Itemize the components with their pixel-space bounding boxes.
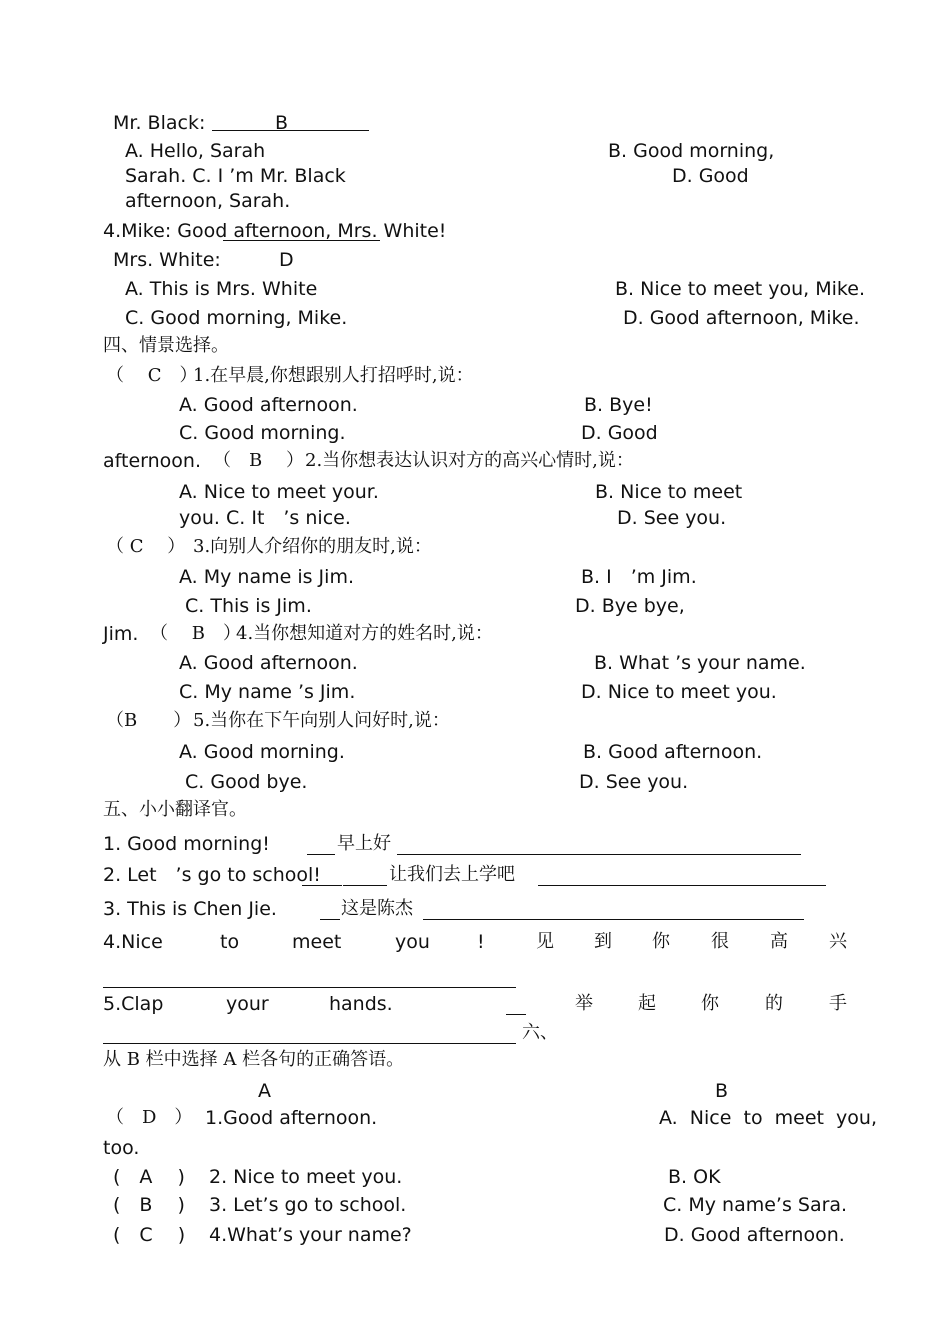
translation-english: your — [226, 993, 269, 1015]
translation-chinese: 的 — [765, 993, 783, 1014]
answer-paren: （ D ） — [106, 1107, 193, 1128]
translation-chinese: 让我们去上学吧 — [389, 864, 515, 885]
question-text: 4.Mike: Good afternoon, Mrs. White! — [103, 220, 447, 242]
speaker-label: Mrs. White: — [113, 249, 221, 271]
option-b: B. Good afternoon. — [583, 741, 763, 763]
answer-underline — [423, 919, 804, 920]
option-b: B. I ’m Jim. — [581, 566, 697, 588]
option-c: C. Good morning, Mike. — [125, 307, 348, 329]
translation-chinese: 手 — [829, 993, 847, 1014]
translation-english: 5.Clap — [103, 993, 164, 1015]
match-question: 3. Let’s go to school. — [209, 1194, 407, 1216]
speaker-label: Mr. Black: — [113, 112, 206, 134]
translation-english: you — [395, 931, 430, 953]
match-option: B. OK — [668, 1166, 721, 1188]
question-text: 3.向别人介绍你的朋友时,说： — [193, 536, 432, 557]
option-c: you. C. It ’s nice. — [179, 507, 351, 529]
section-heading: 四、情景选择。 — [103, 335, 229, 356]
translation-chinese: 你 — [652, 931, 670, 952]
translation-english: 3. This is Chen Jie. — [103, 898, 277, 920]
answer-underline — [103, 1043, 516, 1044]
translation-chinese: 起 — [638, 993, 656, 1014]
option-b: B. Bye! — [584, 394, 653, 416]
translation-chinese: 高 — [770, 931, 788, 952]
option-d: D. See you. — [579, 771, 689, 793]
answer-paren: （ C ） — [106, 536, 186, 557]
answer-paren: （ B ） — [150, 623, 241, 644]
question-text: 2.当你想表达认识对方的高兴心情时,说： — [305, 450, 634, 471]
option-a: A. Hello, Sarah — [125, 140, 266, 162]
option-a: A. Good morning. — [179, 741, 345, 763]
answer-underline — [397, 854, 801, 855]
answer-underline — [223, 240, 380, 241]
question-text: 1.在早晨,你想跟别人打招呼时,说： — [193, 365, 474, 386]
option-b-continued: Sarah. C. I ’m Mr. Black — [125, 165, 346, 187]
option-d: D. Nice to meet you. — [581, 681, 777, 703]
match-option-continued: too. — [103, 1137, 140, 1159]
section-heading-continued: 从 B 栏中选择 A 栏各句的正确答语。 — [103, 1049, 405, 1070]
match-question: 4.What’s your name? — [209, 1224, 412, 1246]
option-c: C. Good morning. — [179, 422, 346, 444]
translation-english: 2. Let ’s go to school! — [103, 864, 321, 886]
translation-english: 1. Good morning! — [103, 833, 270, 855]
translation-chinese: 兴 — [829, 931, 847, 952]
option-b: B. Nice to meet — [595, 481, 743, 503]
answer-underline — [506, 1014, 526, 1015]
translation-chinese: 到 — [594, 931, 612, 952]
translation-english: hands. — [329, 993, 393, 1015]
option-d-continued: afternoon. — [103, 450, 201, 472]
translation-english: to — [220, 931, 240, 953]
answer-underline — [538, 885, 826, 886]
answer-underline — [302, 885, 342, 886]
option-d: D. Bye bye, — [575, 595, 685, 617]
answer-paren: ( A ) — [113, 1166, 185, 1188]
option-a: A. This is Mrs. White — [125, 278, 318, 300]
question-text: 4.当你想知道对方的姓名时,说： — [236, 623, 493, 644]
answer-underline — [307, 854, 335, 855]
option-a: A. Good afternoon. — [179, 652, 358, 674]
answer-paren: （ B ） — [213, 450, 304, 471]
column-header-a: A — [258, 1080, 271, 1102]
answer-letter: B — [275, 112, 289, 134]
translation-chinese: 举 — [575, 993, 593, 1014]
translation-chinese: 早上好 — [337, 833, 391, 854]
translation-english: meet — [292, 931, 342, 953]
answer-underline — [343, 885, 387, 886]
section-heading: 五、小小翻译官。 — [103, 799, 247, 820]
answer-underline — [320, 919, 340, 920]
option-d: D. Good — [672, 165, 749, 187]
column-header-b: B — [715, 1080, 729, 1102]
option-d: D. Good afternoon, Mike. — [623, 307, 860, 329]
option-b: B. Nice to meet you, Mike. — [615, 278, 865, 300]
match-question: 1.Good afternoon. — [205, 1107, 378, 1129]
option-d-continued: afternoon, Sarah. — [125, 190, 291, 212]
option-a: A. My name is Jim. — [179, 566, 354, 588]
question-text: 5.当你在下午向别人问好时,说： — [193, 710, 450, 731]
option-a: A. Nice to meet your. — [179, 481, 379, 503]
translation-chinese: 很 — [711, 931, 729, 952]
answer-paren: （ C ） — [106, 365, 198, 386]
translation-english: ! — [477, 931, 485, 953]
match-option: A. Nice to meet you, — [659, 1107, 878, 1129]
translation-chinese: 见 — [536, 931, 554, 952]
section-heading: 六、 — [522, 1022, 558, 1043]
translation-chinese: 这是陈杰 — [341, 898, 413, 919]
answer-underline — [103, 987, 516, 988]
match-question: 2. Nice to meet you. — [209, 1166, 403, 1188]
answer-paren: （B ） — [106, 710, 192, 731]
option-b: B. Good morning, — [608, 140, 775, 162]
match-option: C. My name’s Sara. — [663, 1194, 848, 1216]
option-d: D. Good — [581, 422, 658, 444]
answer-paren: ( C ) — [113, 1224, 186, 1246]
option-c: C. My name ’s Jim. — [179, 681, 356, 703]
option-c: C. This is Jim. — [185, 595, 312, 617]
option-d-continued: Jim. — [103, 623, 139, 645]
translation-chinese: 你 — [701, 993, 719, 1014]
option-a: A. Good afternoon. — [179, 394, 358, 416]
answer-paren: ( B ) — [113, 1194, 185, 1216]
answer-underline — [212, 130, 369, 131]
translation-english: 4.Nice — [103, 931, 163, 953]
answer-letter: D — [279, 249, 294, 271]
option-c: C. Good bye. — [185, 771, 308, 793]
option-b: B. What ’s your name. — [594, 652, 806, 674]
match-option: D. Good afternoon. — [664, 1224, 845, 1246]
option-d: D. See you. — [617, 507, 727, 529]
